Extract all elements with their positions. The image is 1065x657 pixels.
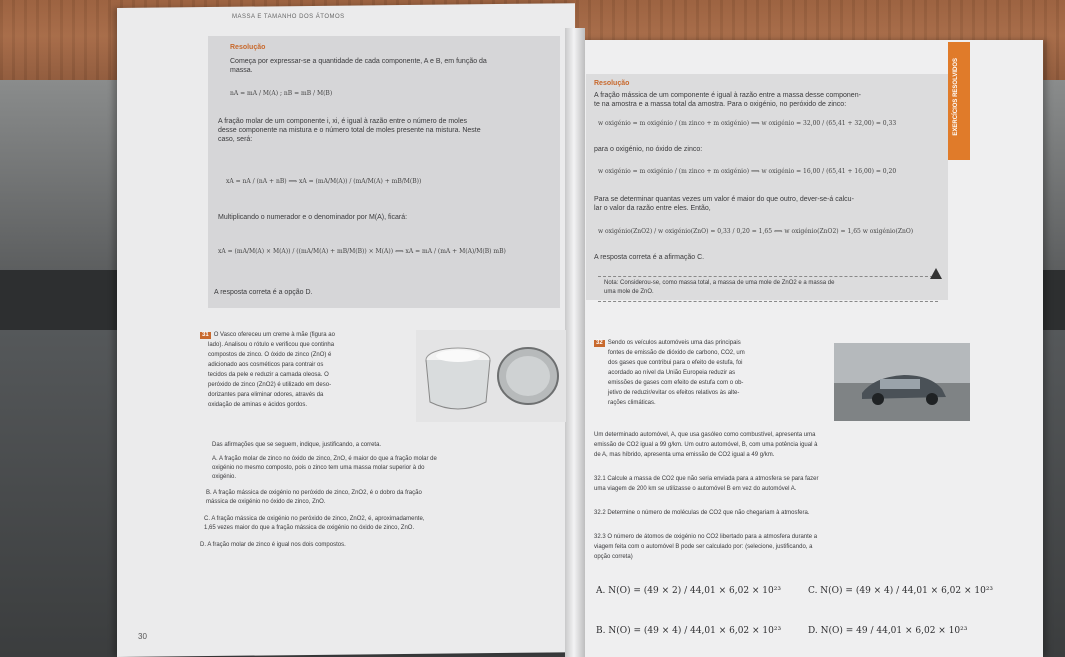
right-answer: A resposta correta é a afirmação C. <box>594 254 705 261</box>
molar-fraction-line-0: A fração molar de um componente i, xi, é igual à razão entre o número de moles <box>218 118 468 125</box>
right-line-c-0: Para se determinar quantas vezes um valor é maior do que outro, dever-se-á calcu- <box>594 196 854 203</box>
q32-body-0: Um determinado automóvel, A, que usa gasóleo como combustível, apresenta uma <box>594 432 816 438</box>
q32-line-2: dos gases que contribui para o efeito de estufa, foi <box>608 360 743 366</box>
formula-molar-fraction: xA = nA / (nA + nB) ⟹ xA = (mA/M(A)) / (mA/M(A) + mB/M(B)) <box>226 178 422 185</box>
q32-3-line-1: viagem feita com o automóvel B pode ser calculado por: (selecione, justificando, a <box>594 544 813 550</box>
q31-line-0 <box>200 332 335 339</box>
q32-line-1: fontes de emissão de dióxido de carbono, CO2, um <box>608 350 745 356</box>
q32-number: 32 <box>596 340 603 346</box>
q32-line-6: rações climáticas. <box>608 400 656 406</box>
molar-fraction-line-2: caso, será: <box>218 136 253 143</box>
q32-1-line-0: 32.1 Calcule a massa de CO2 que não seria enviada para a atmosfera se para fazer <box>594 476 819 482</box>
option-c-0: C. A fração mássica de oxigénio no peróxido de zinco, ZnO2, é, aproximadamente, <box>204 516 425 522</box>
q31-text-0: O Vasco ofereceu um creme à mãe (figura ao <box>213 332 335 338</box>
choice-d: D. N(O) = 49 / 44,01 × 6,02 × 10²³ <box>808 626 968 636</box>
q31-line-3: adicionado aos cosméticos para contrair os <box>208 362 324 368</box>
option-a-1: oxigénio no mesmo composto, pois o zinco tem uma massa molar superior à do <box>212 465 425 471</box>
option-a-2: oxigénio. <box>212 474 237 480</box>
right-line-c-1: lar o valor da razão entre eles. Então, <box>594 205 711 212</box>
formula-ratio: w oxigénio(ZnO2) / w oxigénio(ZnO) = 0,33 / 0,20 = 1,65 ⟺ w oxigénio(ZnO2) = 1,65 w oxigénio(ZnO) <box>598 228 914 235</box>
note-line-1: uma mole de ZnO. <box>604 289 654 295</box>
choice-a: A. N(O) = (49 × 2) / 44,01 × 6,02 × 10²³ <box>596 586 781 596</box>
q31-prompt: Das afirmações que se seguem, indique, justificando, a correta. <box>212 442 382 448</box>
q32-line-4: emissões de gases com efeito de estufa com o ob- <box>608 380 744 386</box>
left-res-line-1: massa. <box>230 67 253 74</box>
q32-text-0: Sendo os veículos automóveis uma das principais <box>607 340 741 346</box>
q32-body-1: emissão de CO2 igual a 99 g/km. Um outro automóvel, B, com uma potência igual à <box>594 442 818 448</box>
right-resolution-title: Resolução <box>594 80 630 87</box>
choice-b: B. N(O) = (49 × 4) / 44,01 × 6,02 × 10²³ <box>596 626 782 636</box>
option-d: D. A fração molar de zinco é igual nos dois compostos. <box>200 542 346 548</box>
q32-line-0 <box>594 340 741 347</box>
option-a-0: A. A fração molar de zinco no óxido de zinco, ZnO, é maior do que a fração molar de <box>212 456 437 462</box>
cream-jar-photo <box>416 330 566 422</box>
formula-multiplied: xA = (mA/M(A) × M(A)) / ((mA/M(A) + mB/M(B)) × M(A)) ⟺ xA = mA / (mA + M(A)/M(B) mB) <box>218 248 506 255</box>
note-line-0: Nota: Considerou-se, como massa total, a massa de uma mole de ZnO2 e a massa de <box>604 280 835 286</box>
q31-line-1: lado). Analisou o rótulo e verificou que continha <box>208 342 335 348</box>
option-b-1: mássica de oxigénio no óxido de zinco, ZnO. <box>206 499 326 505</box>
formula-peroxide: w oxigénio = m oxigénio / (m zinco + m oxigénio) ⟹ w oxigénio = 32,00 / (65,41 + 32,00) = 0,33 <box>598 120 897 127</box>
option-b-0: B. A fração mássica de oxigénio no peróxido de zinco, ZnO2, é o dobro da fração <box>206 490 422 496</box>
q32-body-2: de A, mas híbrido, apresenta uma emissão de CO2 igual a 49 g/km. <box>594 452 775 458</box>
left-resolution-title: Resolução <box>230 44 266 51</box>
q32-3-line-2: opção correta) <box>594 554 633 560</box>
right-line-a-0: A fração mássica de um componente é igual à razão entre a massa desse componen- <box>594 92 861 99</box>
q31-number: 31 <box>202 332 209 338</box>
side-tab <box>948 42 970 160</box>
left-answer: A resposta correta é a opção D. <box>214 289 313 296</box>
side-tab-label: EXERCÍCIOS RESOLVIDOS <box>953 58 959 136</box>
q32-1-line-1: uma viagem de 200 km se utilizasse o automóvel B em vez do automóvel A. <box>594 486 797 492</box>
formula-moles: nA = mA / M(A) ; nB = mB / M(B) <box>230 90 333 97</box>
formula-oxide: w oxigénio = m oxigénio / (m zinco + m oxigénio) ⟹ w oxigénio = 16,00 / (65,41 + 16,00) = 0,20 <box>598 168 897 175</box>
left-resolution-box <box>208 36 560 308</box>
left-res-line-0: Começa por expressar-se a quantidade de cada componente, A e B, em função da <box>230 58 487 65</box>
q31-line-2: compostos de zinco. O óxido de zinco (ZnO) é <box>208 352 332 358</box>
q31-line-6: dorizantes para eliminar odores, através da <box>208 392 324 398</box>
q32-3-line-0: 32.3 O número de átomos de oxigénio no CO2 libertado para a atmosfera durante a <box>594 534 818 540</box>
q31-line-5: peróxido de zinco (ZnO2) é utilizado em deso- <box>208 382 332 388</box>
q31-line-7: oxidação de aminas e ácidos gordos. <box>208 402 308 408</box>
option-c-1: 1,65 vezes maior do que a fração mássica de oxigénio no óxido de zinco, ZnO. <box>204 525 415 531</box>
q32-2: 32.2 Determine o número de moléculas de CO2 que não chegariam à atmosfera. <box>594 510 810 516</box>
warning-icon <box>930 268 942 279</box>
q32-line-5: jetivo de reduzir/evitar os efeitos relativos às alte- <box>608 390 740 396</box>
book-spine <box>565 28 585 657</box>
q32-line-3: acordado ao nível da União Europeia reduzir as <box>608 370 736 376</box>
right-line-a-1: te na amostra e a massa total da amostra. Para o oxigénio, no peróxido de zinco: <box>594 101 847 108</box>
multiply-line: Multiplicando o numerador e o denominador por M(A), ficará: <box>218 214 408 221</box>
molar-fraction-line-1: desse componente na mistura e o número total de moles presente na mistura. Neste <box>218 127 481 134</box>
right-line-b: para o oxigénio, no óxido de zinco: <box>594 146 703 153</box>
q31-line-4: tecidos da pele e reduzir a camada oleosa. O <box>208 372 329 378</box>
choice-c: C. N(O) = (49 × 4) / 44,01 × 6,02 × 10²³ <box>808 586 994 596</box>
running-head: MASSA E TAMANHO DOS ÁTOMOS <box>232 14 345 20</box>
left-page-number: 30 <box>138 632 147 641</box>
car-photo <box>834 343 970 421</box>
